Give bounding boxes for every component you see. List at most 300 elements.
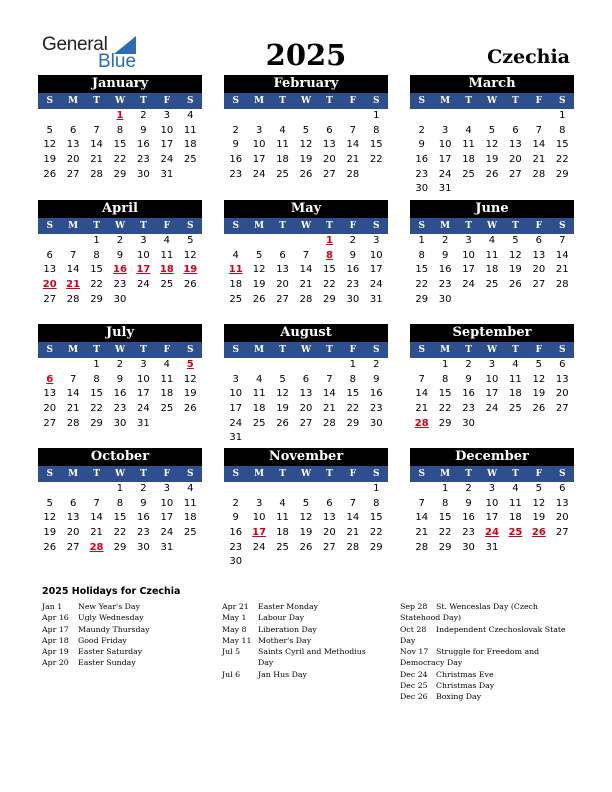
calendar-day: 31 [137,417,150,429]
calendar-day: 13 [555,497,569,509]
calendar-day: 10 [485,497,499,509]
calendar-day: 26 [43,541,57,553]
calendar-day: 1 [418,235,425,246]
calendar-day: 23 [462,403,475,415]
weekday-label: T [140,469,147,479]
weekday-label: W [114,469,126,479]
weekday-label: T [326,469,333,479]
calendar-day: 12 [509,249,522,261]
calendar-day: 4 [255,373,263,385]
weekday-label: T [93,96,100,106]
calendar-day: 5 [279,373,286,385]
calendar-day: 3 [232,373,239,385]
calendar-day: 21 [555,264,569,276]
day-grid [38,358,202,431]
day-grid [224,109,388,182]
calendar-day: 28 [555,279,569,291]
calendar-day: 6 [559,359,566,370]
holiday-day: 1 [116,110,124,121]
weekday-label: S [559,96,566,106]
weekday-label: T [465,96,472,106]
holiday-entry [222,669,382,680]
weekday-label: S [559,345,566,355]
calendar-day: 20 [323,154,336,166]
calendar-day: 25 [462,168,475,180]
country-name: Czechia [487,46,570,68]
calendar-day: 15 [113,139,127,151]
calendar-day: 16 [415,154,429,166]
calendar-day: 1 [441,359,449,370]
holiday-entry [222,601,382,612]
calendar-day: 6 [279,249,286,261]
calendar-day: 23 [462,527,475,539]
month-june [410,200,574,307]
calendar-day: 17 [485,512,499,524]
calendar-day: 2 [418,124,425,136]
calendar-day: 16 [462,388,475,400]
calendar-day: 25 [485,279,499,291]
calendar-day: 7 [349,497,357,509]
calendar-day: 29 [438,541,452,553]
month-title: April [38,200,202,218]
calendar-day: 13 [555,373,569,385]
calendar-day: 2 [465,483,472,494]
holiday-entry [222,635,382,646]
calendar-day: 23 [415,168,429,180]
calendar-day: 4 [187,110,194,121]
weekday-label: S [232,96,239,106]
calendar-day: 28 [323,417,336,429]
calendar-day: 3 [140,235,147,246]
month-title: August [224,324,388,342]
calendar-day: 2 [373,359,380,370]
calendar-day: 1 [441,483,449,494]
calendar-day: 11 [509,497,522,509]
weekday-label: S [418,469,425,479]
empty-cell [433,109,456,124]
calendar-day: 22 [369,527,383,539]
holiday-day: 25 [508,527,523,539]
calendar-day: 1 [373,110,380,121]
calendar-day: 12 [252,264,266,276]
calendar-day: 31 [438,183,452,195]
calendar-day: 15 [369,512,383,524]
empty-cell [480,109,503,124]
calendar-day: 27 [43,417,57,429]
calendar-day: 13 [43,264,57,276]
calendar-day: 2 [116,235,124,246]
holiday-entry [42,646,207,657]
calendar-day: 2 [232,124,239,136]
calendar-day: 24 [438,168,452,180]
holiday-entry [400,624,572,647]
calendar-day: 8 [93,373,100,385]
calendar-day: 16 [438,264,452,276]
calendar-day: 4 [488,235,496,246]
weekday-label: W [486,469,498,479]
holiday-day: 11 [228,264,243,276]
calendar-day: 12 [276,388,289,400]
calendar-day: 25 [160,403,174,415]
calendar-day: 15 [555,139,569,151]
calendar-day: 20 [323,527,336,539]
calendar-day: 21 [532,154,546,166]
weekday-label: S [187,221,194,231]
day-grid [224,482,388,570]
month-july [38,324,202,431]
weekday-label: S [373,469,380,479]
calendar-day: 28 [415,541,429,553]
holiday-name: Christmas Day [436,681,495,691]
weekday-label: S [187,96,194,106]
calendar-day: 2 [232,497,239,509]
calendar-day: 26 [532,403,546,415]
calendar-day: 7 [93,497,100,509]
holiday-day: 21 [66,279,81,291]
holiday-day: 5 [186,359,194,370]
holiday-name: Labour Day [258,613,305,623]
holiday-entry [400,646,572,669]
calendar-day: 13 [532,249,546,261]
calendar-day: 2 [465,359,472,370]
calendar-day: 8 [373,124,380,136]
calendar-year: 2025 [265,38,347,72]
calendar-day: 7 [418,373,425,385]
holiday-entry [400,669,572,680]
holiday-day: 1 [325,235,333,246]
empty-cell [294,358,317,373]
month-title: October [38,448,202,466]
calendar-day: 7 [69,249,77,261]
calendar-day: 19 [485,154,499,166]
holiday-name: Liberation Day [258,624,317,634]
month-november [224,448,388,570]
calendar-day: 25 [252,417,266,429]
calendar-day: 13 [299,388,313,400]
weekday-header [410,466,574,482]
empty-cell [294,234,317,249]
calendar-day: 14 [90,139,103,151]
calendar-day: 29 [113,541,127,553]
calendar-day: 17 [252,154,266,166]
calendar-day: 19 [276,403,289,415]
calendar-day: 24 [252,168,266,180]
day-grid [410,109,574,197]
calendar-day: 19 [183,388,197,400]
holiday-day: 8 [325,249,333,261]
calendar-day: 27 [66,168,80,180]
calendar-day: 13 [509,139,522,151]
calendar-day: 29 [113,168,127,180]
holiday-name: Mother's Day [258,635,312,645]
calendar-day: 3 [373,235,380,246]
calendar-day: 5 [46,124,53,136]
weekday-header [38,466,202,482]
month-title: November [224,448,388,466]
calendar-day: 5 [535,483,543,494]
calendar-day: 31 [160,541,174,553]
calendar-day: 5 [535,359,543,370]
calendar-day: 19 [43,154,57,166]
calendar-day: 10 [137,373,150,385]
weekday-label: M [440,221,451,231]
calendar-day: 12 [299,512,313,524]
holiday-entry [42,624,207,635]
month-title: September [410,324,574,342]
empty-cell [247,358,270,373]
holiday-name: Ugly Wednesday [78,613,144,623]
calendar-day: 25 [183,154,197,166]
weekday-label: S [46,345,53,355]
calendar-day: 10 [369,249,383,261]
calendar-day: 29 [415,293,429,305]
calendar-day: 1 [93,235,100,246]
calendar-day: 16 [137,512,150,524]
calendar-day: 23 [137,154,150,166]
holiday-entry [42,601,207,612]
holiday-day: 26 [531,527,546,539]
calendar-day: 14 [66,388,80,400]
calendar-day: 20 [555,512,569,524]
weekday-label: F [535,221,543,231]
calendar-day: 28 [90,168,103,180]
calendar-day: 27 [43,293,57,305]
weekday-label: W [114,96,126,106]
calendar-day: 11 [183,497,197,509]
calendar-day: 15 [113,512,127,524]
calendar-day: 14 [346,512,360,524]
holiday-date: Apr 16 [42,613,69,623]
holiday-name: Easter Sunday [78,658,136,668]
weekday-label: M [68,469,79,479]
calendar-day: 26 [43,168,57,180]
calendar-day: 11 [160,373,174,385]
weekday-label: S [373,221,380,231]
holiday-day: 17 [252,527,267,539]
calendar-day: 5 [488,124,496,136]
calendar-day: 11 [276,512,289,524]
empty-cell [341,109,364,124]
holiday-name: Boxing Day [436,692,482,702]
weekday-label: T [512,96,519,106]
calendar-day: 16 [113,388,127,400]
weekday-label: F [163,96,171,106]
holiday-name: St. Wenceslas Day (Czech Statehood Day) [400,602,538,623]
month-title: June [410,200,574,218]
weekday-label: F [349,221,357,231]
month-title: December [410,448,574,466]
empty-cell [318,358,341,373]
calendar-day: 21 [90,154,103,166]
empty-cell [224,358,247,373]
calendar-day: 21 [346,154,360,166]
calendar-day: 24 [137,403,150,415]
calendar-day: 29 [369,541,383,553]
calendar-day: 28 [346,541,360,553]
calendar-day: 29 [346,417,360,429]
calendar-day: 12 [532,373,546,385]
calendar-day: 11 [462,139,475,151]
calendar-day: 22 [113,527,127,539]
holiday-date: Apr 20 [42,658,69,668]
month-august [224,324,388,446]
empty-cell [341,482,364,497]
empty-cell [85,482,108,497]
calendar-day: 12 [43,512,57,524]
weekday-label: M [68,345,79,355]
calendar-day: 28 [66,417,80,429]
weekday-label: F [349,96,357,106]
calendar-day: 13 [66,512,80,524]
holiday-name: Saints Cyril and Methodius Day [258,647,366,668]
empty-cell [38,234,61,249]
calendar-day: 13 [43,388,57,400]
holiday-day: 28 [414,417,429,429]
empty-cell [38,109,61,124]
calendar-day: 7 [93,124,100,136]
holiday-day: 17 [136,264,151,276]
weekday-label: S [418,221,425,231]
calendar-day: 26 [183,403,197,415]
calendar-day: 14 [90,512,103,524]
weekday-label: F [349,469,357,479]
calendar-day: 9 [232,139,239,151]
calendar-day: 2 [116,359,124,370]
calendar-day: 25 [160,279,174,291]
calendar-day: 13 [276,264,289,276]
month-september [410,324,574,431]
calendar-day: 19 [299,527,313,539]
calendar-day: 9 [441,249,449,261]
calendar-day: 22 [415,279,429,291]
holiday-entry [222,646,382,669]
holiday-date: Dec 25 [400,681,428,691]
calendar-day: 24 [160,527,174,539]
calendar-day: 20 [555,388,569,400]
calendar-day: 22 [346,403,360,415]
calendar-day: 4 [187,483,194,494]
calendar-day: 14 [299,264,313,276]
calendar-day: 30 [137,168,150,180]
calendar-day: 27 [555,527,569,539]
holiday-date: May 1 [222,613,247,623]
weekday-header [410,93,574,109]
holiday-entry [42,612,207,623]
calendar-day: 12 [485,139,499,151]
empty-cell [224,234,247,249]
holiday-date: Oct 28 [400,624,427,634]
calendar-day: 26 [183,279,197,291]
calendar-day: 29 [555,168,569,180]
calendar-day: 4 [512,359,519,370]
calendar-day: 29 [438,417,452,429]
calendar-day: 10 [462,249,475,261]
holiday-day: 28 [89,541,104,553]
calendar-day: 24 [160,154,174,166]
day-grid [410,482,574,555]
calendar-day: 4 [465,124,472,136]
calendar-day: 18 [183,139,197,151]
calendar-day: 8 [441,373,449,385]
calendar-day: 30 [346,293,360,305]
calendar-day: 27 [532,279,546,291]
holiday-date: Nov 17 [400,647,429,657]
calendar-day: 18 [509,512,522,524]
calendar-day: 15 [415,264,429,276]
weekday-label: S [232,345,239,355]
weekday-label: F [163,469,171,479]
calendar-day: 22 [323,279,336,291]
month-february [224,75,388,182]
month-title: February [224,75,388,93]
calendar-day: 27 [509,168,522,180]
calendar-day: 6 [46,249,53,261]
calendar-day: 30 [415,183,429,195]
weekday-header [224,466,388,482]
calendar-day: 17 [369,264,383,276]
calendar-day: 16 [369,388,383,400]
weekday-header [38,342,202,358]
weekday-label: S [232,469,239,479]
weekday-label: S [187,345,194,355]
weekday-label: T [279,345,286,355]
calendar-day: 14 [415,388,429,400]
weekday-label: W [486,96,498,106]
calendar-day: 5 [255,249,263,261]
weekday-label: T [512,345,519,355]
calendar-day: 24 [137,279,150,291]
calendar-day: 26 [276,417,289,429]
calendar-day: 17 [438,154,452,166]
day-grid [410,358,574,431]
calendar-day: 5 [302,497,310,509]
calendar-day: 10 [160,124,174,136]
calendar-day: 15 [438,512,452,524]
calendar-day: 19 [532,512,546,524]
calendar-day: 9 [418,139,425,151]
calendar-day: 4 [163,359,171,370]
calendar-day: 25 [229,293,243,305]
calendar-day: 22 [369,154,383,166]
calendar-day: 15 [346,388,360,400]
weekday-label: T [279,469,286,479]
calendar-day: 27 [323,168,336,180]
weekday-label: T [93,221,100,231]
calendar-day: 18 [276,527,289,539]
calendar-day: 12 [183,373,197,385]
day-grid [224,358,388,446]
calendar-day: 24 [229,417,243,429]
weekday-label: W [114,221,126,231]
weekday-label: F [163,221,171,231]
holiday-name: Good Friday [78,635,127,645]
weekday-label: M [254,345,265,355]
calendar-day: 2 [349,235,357,246]
calendar-day: 7 [326,373,333,385]
calendar-day: 9 [116,373,124,385]
calendar-day: 30 [438,293,452,305]
weekday-label: T [93,469,100,479]
calendar-day: 30 [113,417,127,429]
calendar-day: 3 [488,359,496,370]
holiday-name: Easter Saturday [78,647,143,657]
calendar-day: 26 [299,541,313,553]
weekday-label: S [46,96,53,106]
calendar-day: 10 [252,139,266,151]
calendar-day: 24 [462,279,475,291]
calendar-day: 28 [532,168,546,180]
calendar-day: 8 [93,249,100,261]
